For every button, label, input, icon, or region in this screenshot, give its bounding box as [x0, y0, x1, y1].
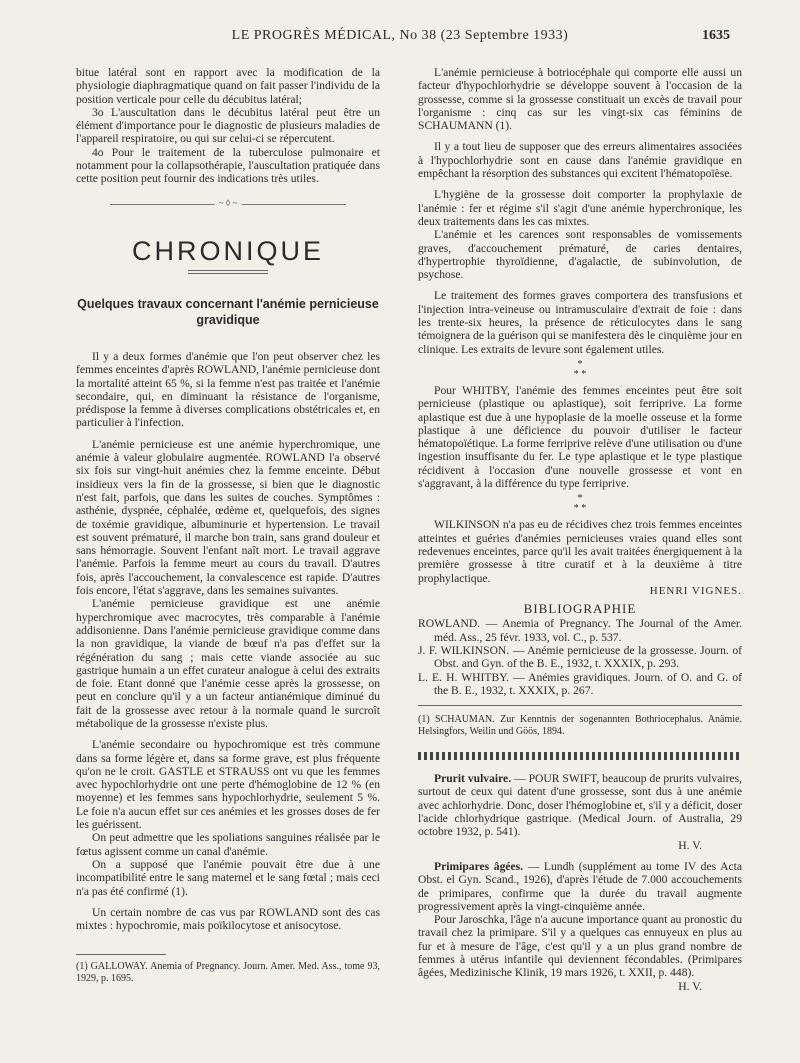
- news-item-text: — Lundh (supplément au tome IV des Acta Obst. el Gyn. Scand., 1926), d'après l'étude de 7.000 accouchements de primipares, confirme que la durée du travail augmente progressivement après la vingt-cinquième année.: [418, 859, 742, 913]
- ornament-divider: [110, 204, 346, 217]
- bibliography-heading: BIBLIOGRAPHIE: [523, 601, 637, 617]
- footnote: (1) SCHAUMAN. Zur Kenntnis der sogenannten Bothriocephalus. Anämie. Helsingfors, Weilin und Göös, 1894.: [418, 714, 742, 738]
- footnote: (1) GALLOWAY. Anemia of Pregnancy. Journ. Amer. Med. Ass., tome 93, 1929, p. 1695.: [76, 961, 380, 985]
- body-paragraph: L'anémie et les carences sont responsables de vomissements graves, d'accouchement prématuré, de caries dentaires, d'hypertrophie thyroïdienne, d'agalactie, de subinvolution, de psychose.: [418, 228, 742, 282]
- initials-signature: H. V.: [678, 979, 702, 993]
- right-column: [418, 66, 742, 993]
- body-paragraph: L'anémie secondaire ou hypochromique est très commune dans sa forme légère et, dans sa forme grave, est plus fréquente qu'on ne le croit. GASTLE et STRAUSS ont vu que les femmes avec hypochlorhydrie ont une perte d'hémoglobine de 12 % (en moyenne) et les femmes sans hypochlorhydrie, seulement 5 %. Le foie n'a aucun effet sur ces anémies et les grosses doses de fer les guérissent.: [76, 738, 380, 832]
- asterism: * * *: [573, 358, 587, 380]
- footnote-rule: [76, 954, 166, 955]
- body-paragraph: On a supposé que l'anémie pouvait être due à une incompatibilité entre le sang maternel et le sang fœtal ; mais ceci n'a pas été confirmé (1).: [76, 857, 380, 898]
- body-paragraph: Pour Jaroschka, l'âge n'a aucune importance quant au pronostic du travail chez la primipare. S'il y a quelques cas ennuyeux en plus au fur et à mesure de l'âge, c'est qu'il y a un plus grand nombre de femmes à utérus infantile qui deviennent fécondables. (Primipares âgées, Medizinische Klinik, 19 mars 1926, t. XXII, p. 448).: [418, 913, 742, 980]
- journal-title: LE PROGRÈS MÉDICAL, No 38 (23 Septembre 1933): [231, 28, 569, 43]
- left-column: [76, 66, 380, 985]
- page-number: 1635: [702, 28, 730, 43]
- news-item-text: — POUR SWIFT, beaucoup de prurits vulvaires, surtout de ceux qui datent d'une grossesse, sont dus à une anémie avec achlorhydrie. Donc, doser l'hémoglobine et, s'il y a déficit, doser l'acide chlorhydrique gastrique. (Medical Journ. of Australia, 29 octobre 1932, p. 541).: [418, 772, 742, 839]
- footnote-rule: [418, 705, 742, 706]
- body-paragraph: WILKINSON n'a pas eu de récidives chez trois femmes enceintes atteintes et guéries d'anémies pernicieuses vraies quand elles sont redevenues enceintes, parce qu'il les avait traitées énergiquement à la première grossesse à titre curatif et à la deuxième à titre prophylactique.: [418, 518, 742, 585]
- intro-paragraph: 3o L'auscultation dans le décubitus latéral peut être un élément d'importance pour le diagnostic de plusieurs maladies de l'appareil respiratoire, ou qui sur celui-ci se répercutent.: [76, 105, 380, 146]
- body-paragraph: Il y a deux formes d'anémie que l'on peut observer chez les femmes enceintes d'après ROWLAND, l'anémie pernicieuse dont la mortalité atteint 65 %, si la femme n'est pas traitée et l'anémie secondaire, qui, en diminuant la résistance de l'organisme, prédispose la femme à diverses complications obstétricales et, en particulier à l'infection.: [76, 349, 380, 430]
- intro-paragraph: bitue latéral sont en rapport avec la modification de la physiologie diaphragmatique quand on fait passer l'individu de la position verticale pour celle du décubitus latéral;: [76, 66, 380, 106]
- body-paragraph: Le traitement des formes graves comportera des transfusions et l'injection intra-veineuse ou intramusculaire d'extrait de foie : dans les trente-six heures, la présence de réticulocytes dans le sang témoignera de la guérison qui se manifestera dès le cinquième jour en clinique. Les extraits de levure sont également utiles.: [418, 289, 742, 356]
- body-paragraph: Un certain nombre de cas vus par ROWLAND sont des cas mixtes : hypochromie, mais poïkilocytose et anisocytose.: [76, 905, 380, 933]
- news-item-title: Prurit vulvaire.: [434, 772, 512, 786]
- intro-paragraph: 4o Pour le traitement de la tuberculose pulmonaire et notamment pour la collapsothérapie, l'auscultation pratiquée dans cette position peut fournir des indications très utiles.: [76, 145, 380, 186]
- body-paragraph: On peut admettre que les spoliations sanguines réalisée par le fœtus agissent comme un canal d'anémie.: [76, 831, 380, 858]
- bibliography-entry: J. F. WILKINSON. — Anémie pernicieuse de la grossesse. Journ. of Obst. and Gyn. of the B. E., 1932, t. XXXIX, p. 293.: [418, 643, 742, 671]
- body-paragraph: Il y a tout lieu de supposer que des erreurs alimentaires associées à l'hypochlorhydrie sont en cause dans l'anémie gravidique en empêchant la résorption des substances qui excitent l'hématopoïèse.: [418, 140, 742, 181]
- news-item-primipares: [418, 860, 742, 913]
- bibliography-entry: ROWLAND. — Anemia of Pregnancy. The Journal of the Amer. méd. Ass., 25 févr. 1933, vol. C., p. 537.: [418, 617, 742, 644]
- page-header: [70, 28, 730, 52]
- section-heading: CHRONIQUE: [131, 235, 324, 266]
- body-paragraph: L'anémie pernicieuse est une anémie hyperchromique, une anémie à valeur globulaire augmentée. ROWLAND l'a observé six fois sur vingt-huit anémies chez la femme enceinte. Début insidieux vers la fin de la grossesse, si bien que le diagnostic n'est fait, parfois, que dans les suites de couches. Symptômes : asthénie, dyspnée, céphalée, œdème et, quelquefois, des signes de toxémie gravidique, albuminurie et hypertension. Le travail est souvent prématuré, il marche bon train, sans grand douleur et sans hémorragie. Souvent l'enfant naît mort. Le travail aggrave l'anémie. Parfois la femme meurt au cours du travail. D'autres fois, après l'accouchement, la convalescence est rapide. D'autres fois encore, l'état s'aggrave, dans les semaines suivantes.: [76, 437, 380, 598]
- bibliography-entry: L. E. H. WHITBY. — Anémies gravidiques. Journ. of O. and G. of the B. E., 1932, t. XXXIX, p. 267.: [418, 670, 742, 697]
- body-paragraph: L'anémie pernicieuse à botriocéphale qui comporte elle aussi un facteur d'hypochlorhydrie se développe souvent à l'occasion de la grossesse, comme si la grossesse constituait un excès de travail pour l'organisme : cinq cas sur les vingt-six cas féminins de SCHAUMANN (1).: [418, 66, 742, 133]
- article-title: Quelques travaux concernant l'anémie pernicieuse gravidique: [77, 296, 379, 327]
- asterism: * * *: [573, 493, 587, 515]
- body-paragraph: L'anémie pernicieuse gravidique est une anémie hyperchromique avec macrocytes, très comparable à l'anémie addisonienne. Dans l'anémie pernicieuse gravidique comme dans la non gravidique, la viande de bœuf n'a pas d'effet sur la régénération du sang ; mais cette viande associée au suc gastrique humain a un effet curateur analogue à celui des extraits de foie. Etant donné que l'anémie cesse après la grossesse, on peut en conclure qu'il y a un facteur antianémique diminué du fait de la grossesse avec retour à la normale quand le surcroît métabolique de la grossesse n'existe plus.: [76, 597, 380, 730]
- news-item-prurit: [418, 772, 742, 838]
- body-paragraph: Pour WHITBY, l'anémie des femmes enceintes peut être soit pernicieuse (plastique ou aplastique), soit ferriprive. La forme aplastique est due à une hypoplasie de la moelle osseuse et la forme plastique à une déficience du pouvoir d'utiliser le facteur hématopoïétique. La forme ferriprive relève d'une utilisation ou d'une ingestion insuffisante du fer. Le type aplastique et le type plastique récidivent à l'occasion d'une nouvelle grossesse et vont en s'aggravant, à la différence du type ferriprive.: [418, 383, 742, 491]
- bibliography: [418, 617, 742, 697]
- news-item-title: Primipares âgées.: [434, 859, 524, 873]
- author-signature: HENRI VIGNES.: [649, 584, 742, 597]
- heading-rule: [188, 270, 268, 274]
- ornament-band: [418, 752, 742, 760]
- body-paragraph: L'hygiène de la grossesse doit comporter la prophylaxie de l'anémie : fer et régime s'il s'agit d'une anémie hyperchronique, les deux traitements dans les cas mixtes.: [418, 188, 742, 228]
- initials-signature: H. V.: [678, 838, 702, 852]
